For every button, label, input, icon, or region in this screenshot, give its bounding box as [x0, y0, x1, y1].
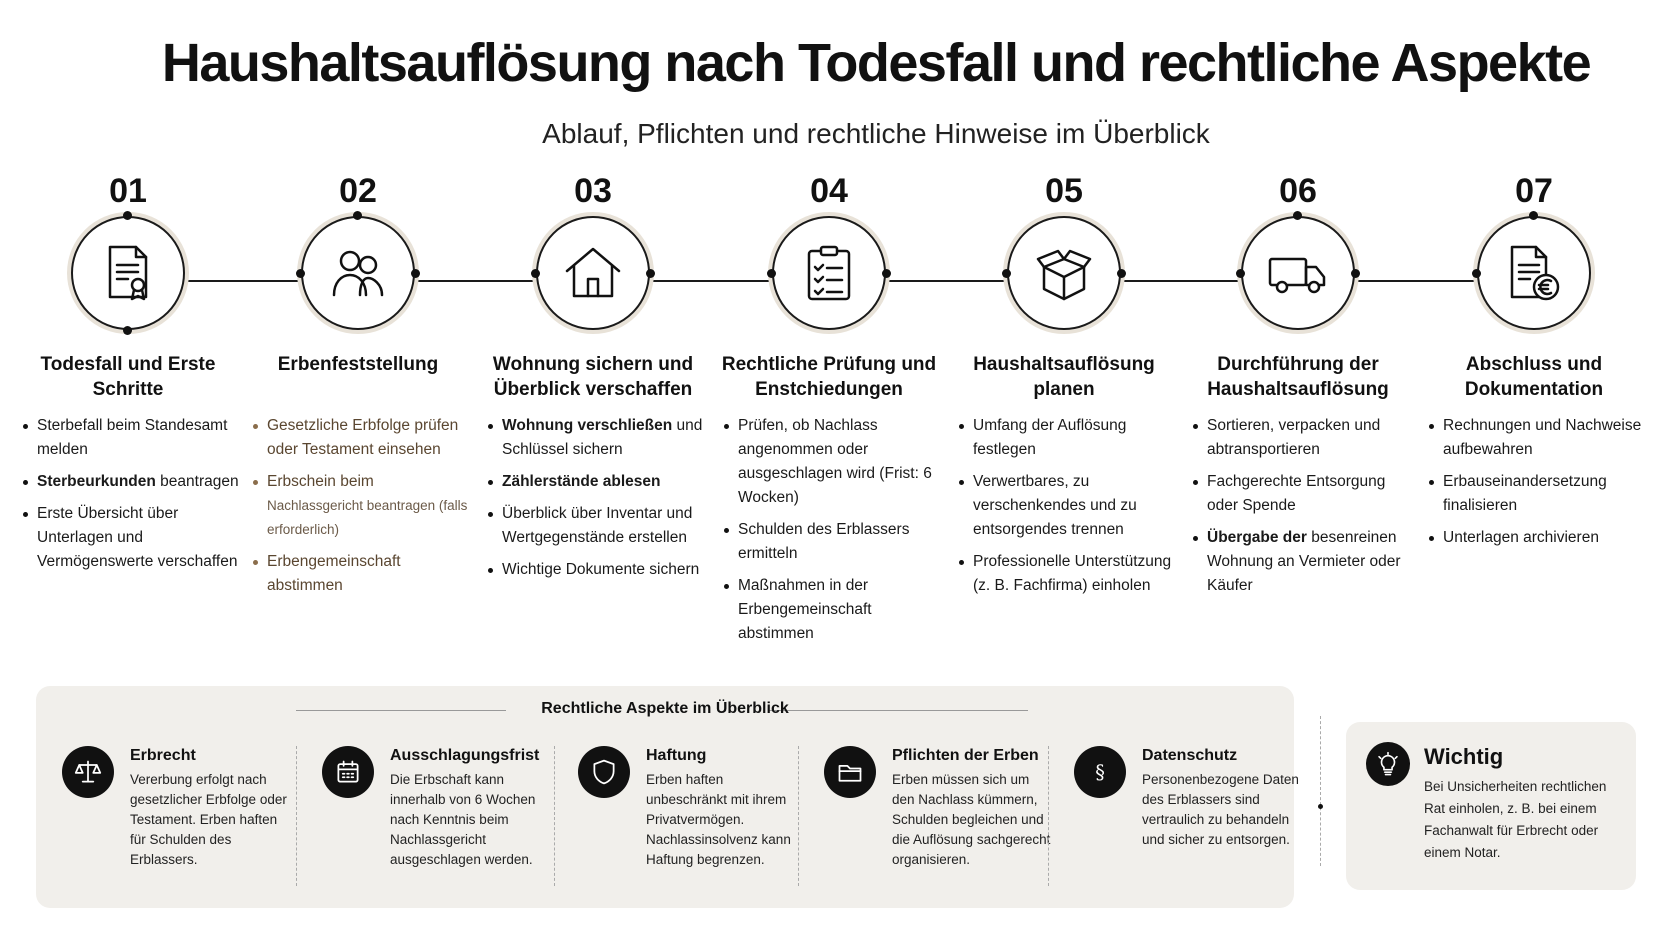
legal-aspects-panel: [36, 686, 1299, 908]
legal-desc: Erben müssen sich um den Nachlass kümmern, Schulden begleichen und die Auflösung sachgerecht organisieren.: [892, 772, 1051, 867]
step-number: 01: [109, 172, 147, 210]
step-list: [1183, 414, 1413, 598]
step-05: [949, 172, 1179, 606]
legal-desc: Personenbezogene Daten des Erblassers sind vertraulich zu behandeln und sicher zu entsorgen.: [1142, 772, 1299, 847]
step-number: 03: [574, 172, 612, 210]
step-number: 06: [1279, 172, 1317, 210]
lightbulb-icon: [1375, 751, 1401, 777]
step-03: [478, 172, 708, 590]
step-number: 02: [339, 172, 377, 210]
step-icon-circle: [1007, 216, 1121, 330]
step-number: 07: [1515, 172, 1553, 210]
house-icon: [561, 241, 625, 305]
list-item: Zählerstände ablesen: [486, 470, 708, 494]
step-list: [1419, 414, 1649, 550]
step-title: Rechtliche Prüfung und Enstchiedungen: [721, 354, 937, 400]
legal-desc: Vererbung erfolgt nach gesetzlicher Erbfolge oder Testament. Erben haften für Schulden des Erblassers.: [130, 772, 287, 867]
legal-title: Ausschlagungsfrist: [390, 747, 540, 764]
list-item: Erbschein beim Nachlassgericht beantragen (falls erforderlich): [251, 470, 473, 542]
step-07: [1419, 172, 1649, 558]
step-icon-circle: [772, 216, 886, 330]
step-icon-circle: [301, 216, 415, 330]
scales-icon: [74, 758, 102, 786]
open-box-icon: [1032, 241, 1096, 305]
folder-icon: [836, 758, 864, 786]
legal-title: Haftung: [646, 747, 707, 764]
list-item: Überblick über Inventar und Wertgegenstände erstellen: [486, 502, 708, 550]
step-number: 04: [810, 172, 848, 210]
list-item: Schulden des Erblassers ermitteln: [722, 518, 944, 566]
step-number: 05: [1045, 172, 1083, 210]
shield-icon: [590, 758, 618, 786]
list-item: Rechnungen und Nachweise aufbewahren: [1427, 414, 1649, 462]
step-04: [714, 172, 944, 654]
step-list: [714, 414, 944, 646]
divider: [1320, 716, 1321, 866]
step-list: [243, 414, 473, 598]
important-text: Bei Unsicherheiten rechtlichen Rat einholen, z. B. bei einem Fachanwalt für Erbrecht oder einem Notar.: [1424, 779, 1607, 860]
page-title: Haushaltsauflösung nach Todesfall und rechtliche Aspekte: [161, 33, 1591, 93]
list-item: Professionelle Unterstützung (z. B. Fachfirma) einholen: [957, 550, 1179, 598]
step-title: Todesfall und Erste Schritte: [40, 354, 216, 400]
legal-title: Datenschutz: [1142, 747, 1238, 764]
calendar-icon: [334, 758, 362, 786]
list-item: Fachgerechte Entsorgung oder Spende: [1191, 470, 1413, 518]
people-icon: [326, 241, 390, 305]
list-item: Unterlagen archivieren: [1427, 526, 1649, 550]
step-list: [949, 414, 1179, 598]
step-title: Erbenfeststellung: [277, 354, 439, 375]
list-item: Prüfen, ob Nachlass angenommen oder ausgeschlagen wird (Frist: 6 Wocken): [722, 414, 944, 510]
legal-heading: Rechtliche Aspekte im Überblick: [541, 700, 789, 717]
list-item: Sterbefall beim Standesamt melden: [21, 414, 243, 462]
list-item: Wichtige Dokumente sichern: [486, 558, 708, 582]
list-item: Maßnahmen in der Erbengemeinschaft abstimmen: [722, 574, 944, 646]
step-01: [13, 172, 243, 582]
step-title: Wohnung sichern und Überblick verschaffen: [492, 354, 694, 400]
step-icon-circle: [1241, 216, 1355, 330]
legal-desc: Erben haften unbeschränkt mit ihrem Privatvermögen. Nachlassinsolvenz kann Haftung begrenzen.: [646, 772, 791, 867]
euro-document-icon: [1502, 241, 1566, 305]
list-item: Erste Übersicht über Unterlagen und Vermögenswerte verschaffen: [21, 502, 243, 574]
important-note-panel: [1346, 722, 1636, 890]
document-certificate-icon: [96, 241, 160, 305]
list-item: Sortieren, verpacken und abtransportieren: [1191, 414, 1413, 462]
step-list: [478, 414, 708, 582]
list-item: Verwertbares, zu verschenkendes und zu entsorgendes trennen: [957, 470, 1179, 542]
step-title: Durchführung der Haushaltsauflösung: [1207, 354, 1389, 400]
important-title: Wichtig: [1424, 744, 1504, 769]
list-item: Übergabe der besenreinen Wohnung an Vermieter oder Käufer: [1191, 526, 1413, 598]
step-02: [243, 172, 473, 606]
list-item: Sterbeurkunden beantragen: [21, 470, 243, 494]
list-item: Wohnung verschließen und Schlüssel sichern: [486, 414, 708, 462]
clipboard-checklist-icon: [797, 241, 861, 305]
step-06: [1183, 172, 1413, 606]
legal-title: Erbrecht: [130, 747, 196, 764]
page-subtitle: Ablauf, Pflichten und rechtliche Hinweise im Überblick: [542, 118, 1210, 149]
step-icon-circle: [1477, 216, 1591, 330]
list-item: Umfang der Auflösung festlegen: [957, 414, 1179, 462]
truck-icon: [1266, 241, 1330, 305]
step-icon-circle: [71, 216, 185, 330]
svg-text:§: §: [1095, 761, 1105, 784]
legal-desc: Die Erbschaft kann innerhalb von 6 Wochen nach Kenntnis beim Nachlassgericht ausgeschlagen werden.: [390, 772, 536, 867]
step-title: Haushaltsauflösung planen: [973, 354, 1155, 400]
step-list: [13, 414, 243, 574]
paragraph-icon: [1086, 758, 1114, 786]
legal-title: Pflichten der Erben: [892, 747, 1039, 764]
list-item: Erbauseinandersetzung finalisieren: [1427, 470, 1649, 518]
step-title: Abschluss und Dokumentation: [1464, 354, 1604, 400]
step-icon-circle: [536, 216, 650, 330]
list-item: Erbengemeinschaft abstimmen: [251, 550, 473, 598]
list-item: Gesetzliche Erbfolge prüfen oder Testament einsehen: [251, 414, 473, 462]
